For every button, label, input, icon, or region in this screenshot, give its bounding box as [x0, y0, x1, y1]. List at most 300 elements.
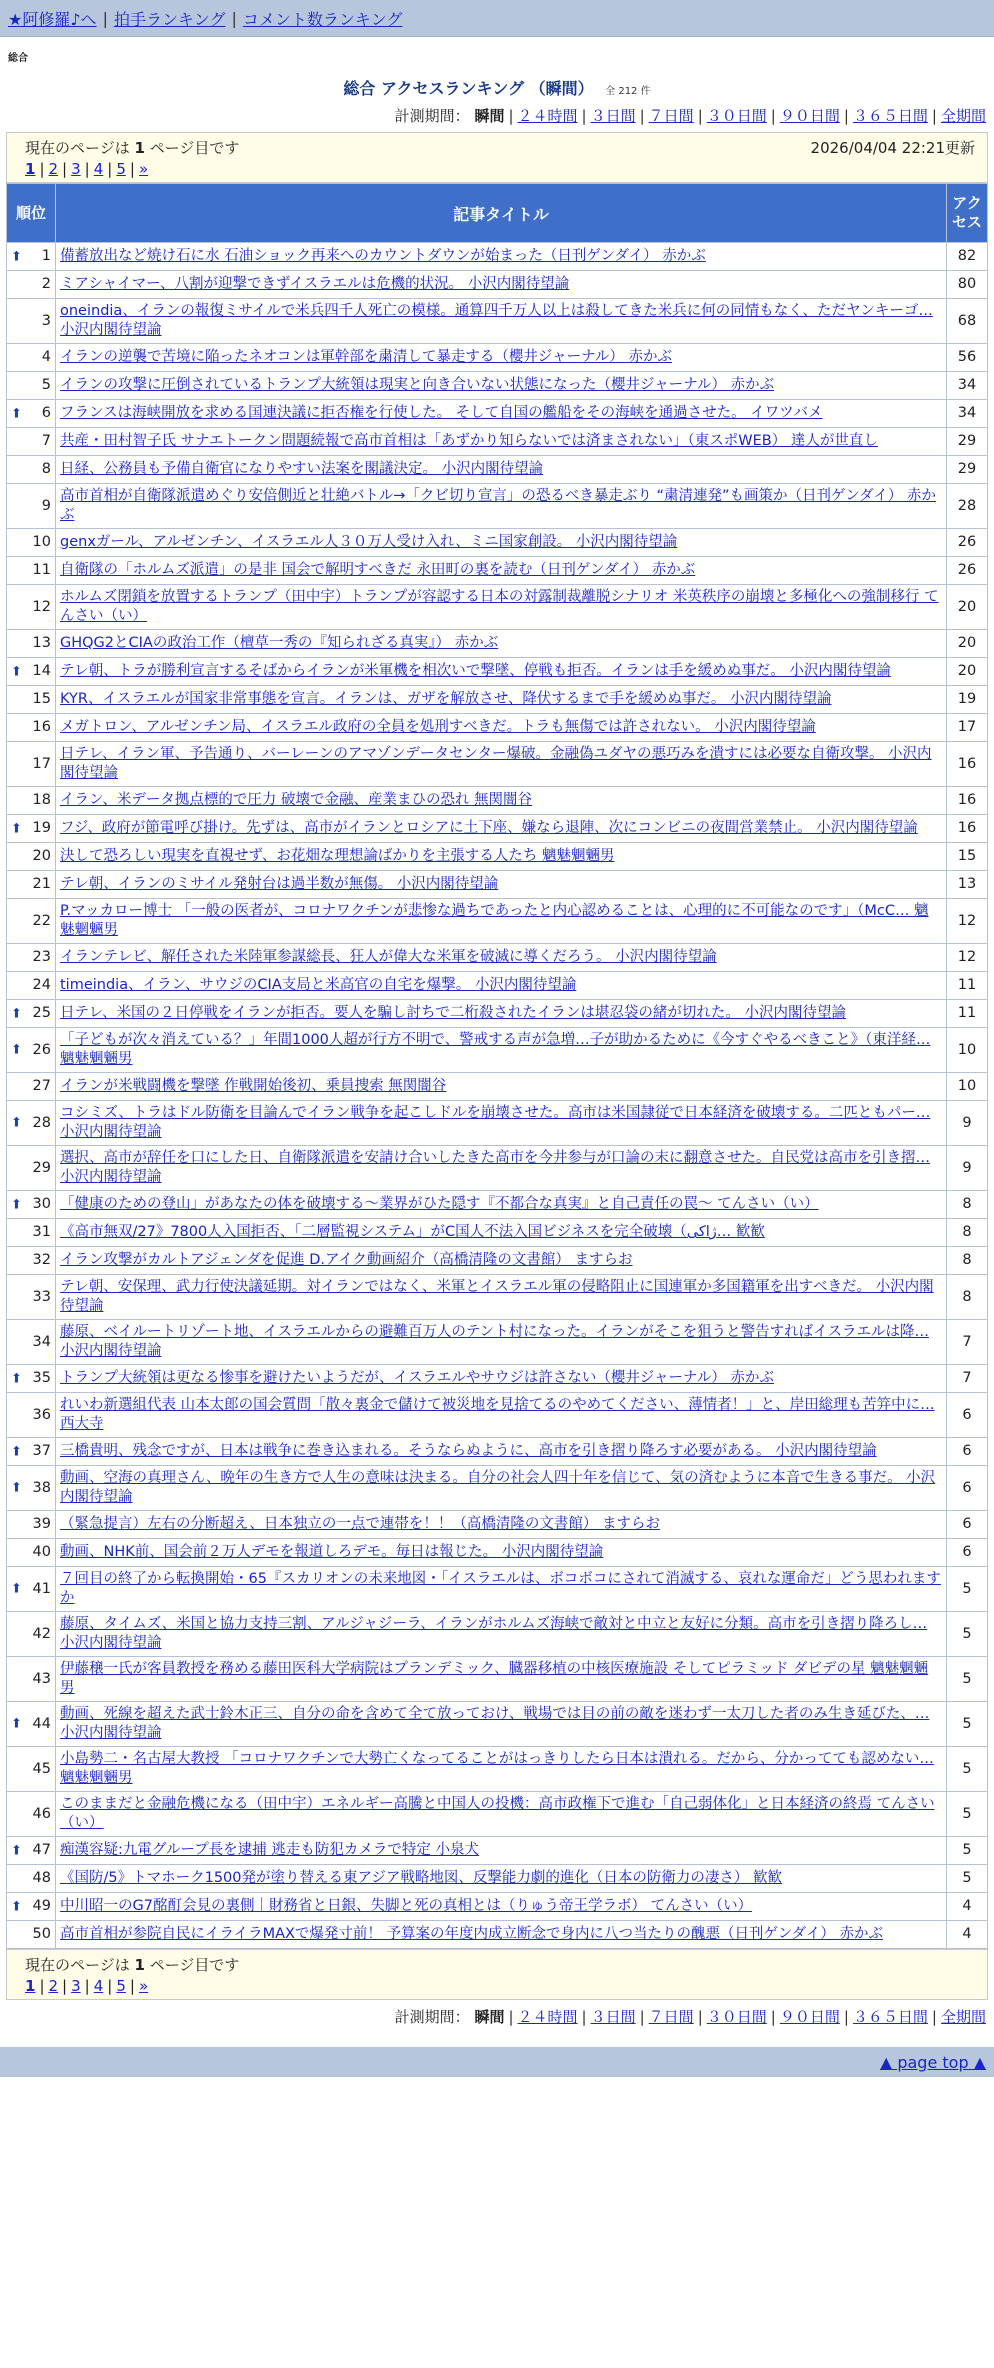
- clap-ranking-link[interactable]: 拍手ランキング: [113, 9, 226, 29]
- rank-number: 13: [32, 635, 51, 651]
- title-cell: [56, 686, 947, 714]
- rank-number: 4: [41, 349, 51, 365]
- article-link[interactable]: GHQG2とCIAの政治工作（檀草一秀の『知られざる真実』） 赤かぶ: [60, 635, 499, 651]
- rank-number: 26: [32, 1041, 51, 1058]
- article-link[interactable]: oneindia、イランの報復ミサイルで米兵四千人死亡の模様。通算四千万人以上は殺してきた米兵に何の同情もなく、ただヤンキーゴ… 小沢内閣待望論: [60, 303, 933, 338]
- rank-number: 6: [41, 405, 51, 421]
- pager-page[interactable]: 1: [25, 160, 36, 178]
- article-link[interactable]: 三橋貴明、残念ですが、日本は戦争に巻き込まれる。そうならぬように、高市を引き摺り降ろす必要がある。 小沢内閣待望論: [60, 1443, 877, 1459]
- title-cell: [56, 1191, 947, 1219]
- access-count: 19: [947, 686, 988, 714]
- article-link[interactable]: timeindia、イラン、サウジのCIA支局と米高官の自宅を爆撃。 小沢内閣待望論: [60, 977, 577, 993]
- pager-separator: |: [129, 160, 135, 178]
- access-count: 34: [947, 400, 988, 428]
- rank-cell: [7, 400, 56, 428]
- access-count: 9: [947, 1146, 988, 1191]
- access-count: 5: [947, 1865, 988, 1893]
- access-count: 16: [947, 742, 988, 787]
- table-row: [7, 630, 988, 658]
- rank-up-icon: ⬆: [11, 664, 22, 679]
- ranking-table: [6, 183, 988, 1949]
- title-cell: [56, 1921, 947, 1949]
- pager-page[interactable]: 2: [48, 1977, 59, 1995]
- rank-number: 31: [32, 1224, 51, 1240]
- title-cell: [56, 658, 947, 686]
- pager-separator: |: [107, 1977, 113, 1995]
- title-cell: [56, 400, 947, 428]
- title-cell: [56, 1320, 947, 1365]
- rank-cell: [7, 1365, 56, 1393]
- period-separator: |: [843, 2008, 849, 2026]
- nav-separator: |: [231, 8, 237, 28]
- rank-number: 45: [32, 1760, 51, 1777]
- period-separator: |: [581, 2008, 587, 2026]
- rank-cell: [7, 585, 56, 630]
- rank-cell: [7, 529, 56, 557]
- access-count: 5: [947, 1612, 988, 1657]
- rank-cell: [7, 1865, 56, 1893]
- article-link[interactable]: 《高市無双/27》7800人入国拒否、「二層監視システム」がC国人不法入国ビジネスを完全破壊（ژاکی… 歓歓: [60, 1224, 765, 1240]
- table-row: [7, 1747, 988, 1792]
- access-count: 68: [947, 299, 988, 344]
- period-option[interactable]: ３日間: [590, 107, 636, 125]
- rank-number: 1: [41, 248, 51, 264]
- rank-number: 20: [32, 848, 51, 864]
- article-link[interactable]: フランスは海峡開放を求める国連決議に拒否権を行使した。 そして自国の艦船をその海峡を通過させた。 イワツバメ: [60, 405, 823, 421]
- rank-cell: [7, 1000, 56, 1028]
- pager-page[interactable]: 3: [71, 1977, 81, 1995]
- title-cell: [56, 742, 947, 787]
- article-link[interactable]: テレ朝、イランのミサイル発射台は過半数が無傷。 小沢内閣待望論: [60, 876, 499, 892]
- article-link[interactable]: 高市首相が自衛隊派遣めぐり安倍側近と壮絶バトル→「クビ切り宣言」の恐るべき暴走ぶり “粛清連発”も画策か（日刊ゲンダイ） 赤かぶ: [60, 488, 936, 523]
- title-cell: [56, 1073, 947, 1101]
- title-cell: [56, 1837, 947, 1865]
- table-row: [7, 742, 988, 787]
- ranking-count: 全 212 件: [605, 86, 651, 97]
- pager-separator: |: [62, 160, 68, 178]
- rank-cell: [7, 843, 56, 871]
- title-cell: [56, 871, 947, 899]
- rank-up-icon: ⬆: [11, 1581, 22, 1597]
- rank-number: 47: [32, 1842, 51, 1858]
- rank-number: 32: [32, 1252, 51, 1268]
- title-cell: [56, 456, 947, 484]
- access-count: 16: [947, 787, 988, 815]
- article-link[interactable]: イラン、米データ拠点標的で圧力 破壊で金融、産業まひの恐れ 無関闇谷: [60, 792, 533, 808]
- title-cell: [56, 1612, 947, 1657]
- period-separator: |: [697, 2008, 703, 2026]
- period-option[interactable]: ３０日間: [706, 107, 767, 125]
- rank-number: 25: [32, 1005, 51, 1021]
- title-cell: [56, 1146, 947, 1191]
- article-link[interactable]: ７回目の終了から転換開始・65『スカリオンの未来地図・「イスラエルは、ボコボコにされて消滅する、哀れな運命だ」どう思われますか: [60, 1571, 941, 1606]
- header-rank: 順位: [7, 184, 56, 243]
- period-option[interactable]: ３６５日間: [852, 107, 928, 125]
- page-top-link[interactable]: ▲ page top ▲: [879, 2052, 986, 2072]
- title-cell: [56, 1747, 947, 1792]
- article-link[interactable]: イランの逆襲で苦境に陥ったネオコンは軍幹部を粛清して暴走する（櫻井ジャーナル） 赤かぶ: [60, 349, 673, 365]
- rank-number: 14: [32, 663, 51, 679]
- rank-number: 27: [32, 1078, 51, 1094]
- main-content: [0, 132, 994, 2000]
- title-cell: [56, 1865, 947, 1893]
- pager-next[interactable]: »: [138, 1977, 149, 1995]
- rank-number: 15: [32, 691, 51, 707]
- article-link[interactable]: 日テレ、イラン軍、予告通り、バーレーンのアマゾンデータセンター爆破。金融偽ユダヤの悪巧みを潰すには必要な自衛攻撃。 小沢内閣待望論: [60, 746, 932, 781]
- title-cell: [56, 299, 947, 344]
- period-separator: |: [770, 2008, 776, 2026]
- title-cell: [56, 1000, 947, 1028]
- access-count: 7: [947, 1365, 988, 1393]
- period-option[interactable]: ９０日間: [779, 2008, 840, 2026]
- article-link[interactable]: イランが米戦闘機を撃墜 作戦開始後初、乗員捜索 無関闇谷: [60, 1078, 447, 1094]
- article-link[interactable]: トランプ大統領は更なる惨事を避けたいようだが、イスラエルやサウジは許さない（櫻井ジャーナル） 赤かぶ: [60, 1370, 774, 1386]
- rank-cell: [7, 1438, 56, 1466]
- rank-cell: [7, 630, 56, 658]
- article-link[interactable]: 共産・田村智子氏 サナエトークン問題続報で高市首相は「あずかり知らないでは済まされない」（東スポWEB） 達人が世直し: [60, 433, 878, 449]
- table-row: [7, 243, 988, 271]
- rank-number: 8: [41, 461, 51, 477]
- pager-page[interactable]: 2: [48, 160, 59, 178]
- access-count: 34: [947, 372, 988, 400]
- rank-cell: [7, 1747, 56, 1792]
- pager-separator: |: [129, 1977, 135, 1995]
- title-cell: [56, 1702, 947, 1747]
- pager-page[interactable]: 5: [116, 1977, 126, 1995]
- article-link[interactable]: 備蓄放出など焼け石に水 石油ショック再来へのカウントダウンが始まった（日刊ゲンダイ） 赤かぶ: [60, 248, 706, 264]
- title-cell: [56, 1219, 947, 1247]
- article-link[interactable]: 痴漢容疑:九電グループ長を逮捕 逃走も防犯カメラで特定 小泉犬: [60, 1842, 479, 1858]
- rank-number: 10: [32, 534, 51, 550]
- rank-up-icon: ⬆: [11, 1444, 22, 1459]
- access-count: 4: [947, 1921, 988, 1949]
- title-cell: [56, 344, 947, 372]
- rank-cell: [7, 787, 56, 815]
- rank-cell: [7, 742, 56, 787]
- access-count: 10: [947, 1073, 988, 1101]
- rank-cell: [7, 972, 56, 1000]
- period-option[interactable]: ３日間: [590, 2008, 636, 2026]
- access-count: 20: [947, 585, 988, 630]
- title-cell: [56, 271, 947, 299]
- nav-separator: |: [102, 8, 108, 28]
- rank-cell: [7, 557, 56, 585]
- table-row: [7, 585, 988, 630]
- title-cell: [56, 1893, 947, 1921]
- article-link[interactable]: 「健康のための登山」があなたの体を破壊する～業界がひた隠す『不都合な真実』と自己責任の罠～ てんさい（い）: [60, 1196, 819, 1212]
- current-page-text: 現在のページは 1 ページ目です: [25, 139, 240, 157]
- rank-cell: [7, 243, 56, 271]
- title-cell: [56, 972, 947, 1000]
- article-link[interactable]: テレ朝、安保理、武力行使決議延期。対イランではなく、米軍とイスラエル軍の侵略阻止に国連軍か多国籍軍を出すべきだ。 小沢内閣待望論: [60, 1279, 934, 1314]
- table-row: [7, 658, 988, 686]
- rank-number: 41: [32, 1580, 51, 1597]
- rank-cell: [7, 1073, 56, 1101]
- table-row: [7, 400, 988, 428]
- table-row: [7, 1893, 988, 1921]
- rank-cell: [7, 1612, 56, 1657]
- rank-up-icon: ⬆: [11, 1042, 22, 1058]
- article-link[interactable]: 「子どもが次々消えている？」年間1000人超が行方不明で、警戒する声が急増…子が助かるために《今すぐやるべきこと》（東洋経… 魑魅魍魎男: [60, 1032, 931, 1067]
- rank-number: 50: [32, 1926, 51, 1942]
- pager-page[interactable]: 3: [71, 160, 81, 178]
- article-link[interactable]: ホルムズ閉鎖を放置するトランプ（田中宇）トランプが容認する日本の対露制裁離脱シナリオ 米英秩序の崩壊と多極化への強制移行 てんさい（い）: [60, 589, 939, 624]
- access-count: 29: [947, 456, 988, 484]
- rank-cell: [7, 1837, 56, 1865]
- title-cell: [56, 557, 947, 585]
- rank-number: 40: [32, 1544, 51, 1560]
- period-option[interactable]: ９０日間: [779, 107, 840, 125]
- pager-separator: |: [107, 160, 113, 178]
- access-count: 6: [947, 1438, 988, 1466]
- access-count: 6: [947, 1466, 988, 1511]
- article-link[interactable]: 高市首相が参院自民にイライラMAXで爆発寸前！ 予算案の年度内成立断念で身内に八つ当たりの醜悪（日刊ゲンダイ） 赤かぶ: [60, 1926, 883, 1942]
- access-count: 8: [947, 1275, 988, 1320]
- period-option: 瞬間: [474, 107, 505, 125]
- title-cell: [56, 1028, 947, 1073]
- article-link[interactable]: 自衛隊の「ホルムズ派遣」の是非 国会で解明すべきだ 永田町の裏を読む（日刊ゲンダイ） 赤かぶ: [60, 562, 696, 578]
- top-nav: [0, 0, 994, 37]
- access-count: 16: [947, 815, 988, 843]
- rank-cell: [7, 344, 56, 372]
- title-cell: [56, 815, 947, 843]
- rank-cell: [7, 1320, 56, 1365]
- article-link[interactable]: テレ朝、トラが勝利宣言するそばからイランが米軍機を相次いで撃墜、停戦も拒否。イランは手を緩めぬ事だ。 小沢内閣待望論: [60, 663, 891, 679]
- article-link[interactable]: 日テレ、米国の２日停戦をイランが拒否。要人を騙し討ちで二桁殺されたイランは堪忍袋の緒が切れた。 小沢内閣待望論: [60, 1005, 847, 1021]
- access-count: 5: [947, 1747, 988, 1792]
- rank-up-icon: ⬆: [11, 1006, 22, 1021]
- current-page-text: 現在のページは 1 ページ目です: [25, 1956, 240, 1974]
- period-option[interactable]: 全期間: [940, 2008, 986, 2026]
- table-row: [7, 1612, 988, 1657]
- rank-cell: [7, 1702, 56, 1747]
- table-row: [7, 944, 988, 972]
- article-link[interactable]: 決して恐ろしい現実を直視せず、お花畑な理想論ばかりを主張する人たち 魑魅魍魎男: [60, 848, 615, 864]
- access-count: 20: [947, 630, 988, 658]
- period-separator: |: [639, 2008, 645, 2026]
- rank-cell: [7, 1921, 56, 1949]
- title-cell: [56, 1567, 947, 1612]
- access-count: 6: [947, 1393, 988, 1438]
- title-cell: [56, 787, 947, 815]
- article-link[interactable]: れいわ新選組代表 山本太郎の国会質問「散々裏金で儲けて被災地を見捨てるのやめてください、薄情者！」と、岸田総理も苦笄中に… 西大寺: [60, 1397, 935, 1432]
- rank-cell: [7, 1792, 56, 1837]
- article-link[interactable]: genxガール、アルゼンチン、イスラエル人３０万人受け入れ、ミニ国家創設。 小沢内閣待望論: [60, 534, 678, 550]
- rank-cell: [7, 1539, 56, 1567]
- table-row: [7, 1393, 988, 1438]
- title-cell: [56, 1438, 947, 1466]
- article-link[interactable]: 動画、死線を超えた武士鈴木正三、自分の命を含めて全て放っておけ、戦場では目の前の敵を迷わず一太刀した者のみ生き延びた、… 小沢内閣待望論: [60, 1706, 930, 1741]
- rank-cell: [7, 456, 56, 484]
- header-access: アクセス: [947, 184, 988, 243]
- rank-number: 34: [32, 1333, 51, 1350]
- article-link[interactable]: 選択、高市が辞任を口にした日、自衛隊派遣を安請け合いしたきた高市を今井参与が口論の末に翻意させた。自民党は高市を引き摺… 小沢内閣待望論: [60, 1150, 930, 1185]
- pager-page[interactable]: 1: [25, 1977, 36, 1995]
- table-row: [7, 1365, 988, 1393]
- title-cell: [56, 944, 947, 972]
- period-option[interactable]: ２４時間: [517, 107, 578, 125]
- period-separator: |: [770, 107, 776, 125]
- period-option[interactable]: ７日間: [648, 2008, 694, 2026]
- table-row: [7, 1792, 988, 1837]
- access-count: 5: [947, 1567, 988, 1612]
- title-cell: [56, 372, 947, 400]
- period-option[interactable]: ７日間: [648, 107, 694, 125]
- rank-number: 12: [32, 598, 51, 615]
- article-link[interactable]: 藤原、タイムズ、米国と協力支持三割、アルジャジーラ、イランがホルムズ海峡で敵対と中立と友好に分類。高市を引き摺り降ろし… 小沢内閣待望論: [60, 1616, 928, 1651]
- article-link[interactable]: 藤原、ベイルートリゾート地、イスラエルからの避難百万人のテント村になった。イランがそこを狙うと警告すればイスラエルは降… 小沢内閣待望論: [60, 1324, 929, 1359]
- article-link[interactable]: イラン攻撃がカルトアジェンダを促進 D.アイク動画紹介（高橋清隆の文書館） ますらお: [60, 1252, 633, 1268]
- title-cell: [56, 243, 947, 271]
- table-row: [7, 1073, 988, 1101]
- article-link[interactable]: イランの攻撃に圧倒されているトランプ大統領は現実と向き合いない状態になった（櫻井ジャーナル） 赤かぶ: [60, 377, 775, 393]
- rank-number: 5: [41, 377, 51, 393]
- article-link[interactable]: 伊藤穣一氏が客員教授を務める藤田医科大学病院はプランデミック、臓器移植の中核医療施設 そしてピラミッド ダビデの星 魑魅魍魎男: [60, 1661, 929, 1696]
- table-row: [7, 428, 988, 456]
- rank-number: 19: [32, 820, 51, 836]
- table-row: [7, 1101, 988, 1146]
- access-count: 6: [947, 1539, 988, 1567]
- rank-cell: [7, 1146, 56, 1191]
- table-row: [7, 557, 988, 585]
- period-label: 計測期間：: [394, 2008, 470, 2026]
- rank-cell: [7, 815, 56, 843]
- article-link[interactable]: メガトロン、アルゼンチン局、イスラエル政府の全員を処刑すべきだ。トラも無傷では許されない。 小沢内閣待望論: [60, 719, 816, 735]
- rank-number: 21: [32, 876, 51, 892]
- rank-cell: [7, 1466, 56, 1511]
- title-cell: [56, 1247, 947, 1275]
- pager-separator: |: [39, 1977, 45, 1995]
- comment-ranking-link[interactable]: コメント数ランキング: [242, 9, 403, 29]
- bottom-nav: [0, 2047, 994, 2077]
- access-count: 9: [947, 1101, 988, 1146]
- rank-number: 48: [32, 1870, 51, 1886]
- rank-up-icon: ⬆: [11, 1197, 22, 1212]
- period-option[interactable]: ３０日間: [706, 2008, 767, 2026]
- access-count: 15: [947, 843, 988, 871]
- access-count: 29: [947, 428, 988, 456]
- pager-page[interactable]: 4: [93, 160, 104, 178]
- table-row: [7, 686, 988, 714]
- period-separator: |: [931, 2008, 937, 2026]
- rank-number: 18: [32, 792, 51, 808]
- table-row: [7, 1539, 988, 1567]
- table-row: [7, 1511, 988, 1539]
- rank-number: 3: [41, 312, 51, 329]
- access-count: 6: [947, 1511, 988, 1539]
- table-row: [7, 1146, 988, 1191]
- article-link[interactable]: このままだと金融危機になる（田中宇）エネルギー高騰と中国人の投機：高市政権下で進む「自己弱体化」と日本経済の終焉 てんさい（い）: [60, 1796, 935, 1831]
- article-link[interactable]: 動画、NHK前、国会前２万人デモを報道しろデモ。毎日は報じた。 小沢内閣待望論: [60, 1544, 604, 1560]
- article-link[interactable]: フジ、政府が節電呼び掛け。先ずは、高市がイランとロシアに土下座、嫌なら退陣、次にコンビニの夜間営業禁止。 小沢内閣待望論: [60, 820, 918, 836]
- table-row: [7, 271, 988, 299]
- rank-cell: [7, 299, 56, 344]
- pager-page[interactable]: 4: [93, 1977, 104, 1995]
- title-cell: [56, 1792, 947, 1837]
- ranking-title-text: 総合 アクセスランキング （瞬間）: [343, 79, 594, 98]
- access-count: 26: [947, 557, 988, 585]
- access-count: 8: [947, 1219, 988, 1247]
- access-count: 80: [947, 271, 988, 299]
- access-count: 11: [947, 972, 988, 1000]
- rank-cell: [7, 428, 56, 456]
- rank-number: 16: [32, 719, 51, 735]
- title-cell: [56, 630, 947, 658]
- page-info-bottom: [6, 1949, 988, 1977]
- rank-cell: [7, 686, 56, 714]
- period-option[interactable]: ３６５日間: [852, 2008, 928, 2026]
- rank-number: 39: [32, 1516, 51, 1532]
- rank-up-icon: ⬆: [11, 249, 22, 264]
- rank-number: 22: [32, 912, 51, 929]
- header-title: 記事タイトル: [56, 184, 947, 243]
- pager-next[interactable]: »: [138, 160, 149, 178]
- article-link[interactable]: 日経、公務員も予備自衛官になりやすい法案を閣議決定。 小沢内閣待望論: [60, 461, 544, 477]
- title-cell: [56, 585, 947, 630]
- table-row: [7, 871, 988, 899]
- table-row: [7, 714, 988, 742]
- period-option[interactable]: 全期間: [940, 107, 986, 125]
- table-row: [7, 372, 988, 400]
- article-link[interactable]: コシミズ、トラはドル防衛を目論んでイラン戦争を起こしドルを崩壊させた。高市は米国隷従で日本経済を破壊する。二匹ともパー… 小沢内閣待望論: [60, 1105, 931, 1140]
- rank-number: 23: [32, 949, 51, 965]
- pager-separator: |: [62, 1977, 68, 1995]
- article-link[interactable]: KYR、イスラエルが国家非常事態を宣言。イランは、ガザを解放させ、降伏するまで手を緩めぬ事だ。 小沢内閣待望論: [60, 691, 832, 707]
- access-count: 5: [947, 1837, 988, 1865]
- article-link[interactable]: 動画、空海の真理さん、晩年の生き方で人生の意味は決まる。自分の社会人四十年を信じて、気の済むように本音で生きる事だ。 小沢内閣待望論: [60, 1470, 936, 1505]
- rank-up-icon: ⬆: [11, 406, 22, 421]
- table-row: [7, 899, 988, 944]
- rank-number: 2: [41, 276, 51, 292]
- table-row: [7, 1702, 988, 1747]
- period-option[interactable]: ２４時間: [517, 2008, 578, 2026]
- breadcrumb: 総合: [8, 53, 28, 64]
- rank-up-icon: ⬆: [11, 1899, 22, 1914]
- rank-number: 49: [32, 1898, 51, 1914]
- rank-cell: [7, 372, 56, 400]
- rank-cell: [7, 271, 56, 299]
- rank-cell: [7, 1657, 56, 1702]
- asyura-home-link[interactable]: ★阿修羅♪へ: [8, 9, 97, 29]
- rank-number: 17: [32, 755, 51, 772]
- article-link[interactable]: （緊急提言）左右の分断超え、日本独立の一点で連帯を！！（高橋清隆の文書館） ますらお: [60, 1516, 660, 1532]
- title-cell: [56, 484, 947, 529]
- article-link[interactable]: P.マッカロー博士 「一般の医者が、コロナワクチンが悲惨な過ちであったと内心認めることは、心理的に不可能なのです」（McC… 魑魅魍魎男: [60, 903, 929, 938]
- title-cell: [56, 1275, 947, 1320]
- rank-number: 38: [32, 1479, 51, 1496]
- rank-number: 36: [32, 1406, 51, 1423]
- rank-cell: [7, 484, 56, 529]
- pager-page[interactable]: 5: [116, 160, 126, 178]
- article-link[interactable]: 《国防/5》トマホーク1500発が塗り替える東アジア戦略地図、反撃能力劇的進化（日本の防衛力の凄さ） 歓歓: [60, 1870, 783, 1886]
- rank-cell: [7, 944, 56, 972]
- table-row: [7, 1247, 988, 1275]
- rank-number: 43: [32, 1670, 51, 1687]
- period-separator: |: [581, 107, 587, 125]
- article-link[interactable]: 中川昭一のG7酩酊会見の裏側｜財務省と日銀、失脚と死の真相とは（りゅう帝王学ラボ） てんさい（い）: [60, 1898, 753, 1914]
- article-link[interactable]: ミアシャイマー、八割が迎撃できずイスラエルは危機的状況。 小沢内閣待望論: [60, 276, 570, 292]
- access-count: 7: [947, 1320, 988, 1365]
- table-row: [7, 529, 988, 557]
- rank-cell: [7, 1028, 56, 1073]
- access-count: 4: [947, 1893, 988, 1921]
- article-link[interactable]: 小島勢二・名古屋大教授 「コロナワクチンで大勢亡くなってることがはっきりしたら日本は潰れる。だから、分かってても認めない… 魑魅魍魎男: [60, 1751, 934, 1786]
- article-link[interactable]: イランテレビ、解任された米陸軍参謀総長、狂人が偉大な米軍を破滅に導くだろう。 小沢内閣待望論: [60, 949, 717, 965]
- rank-cell: [7, 1567, 56, 1612]
- table-row: [7, 1657, 988, 1702]
- title-cell: [56, 428, 947, 456]
- title-cell: [56, 1466, 947, 1511]
